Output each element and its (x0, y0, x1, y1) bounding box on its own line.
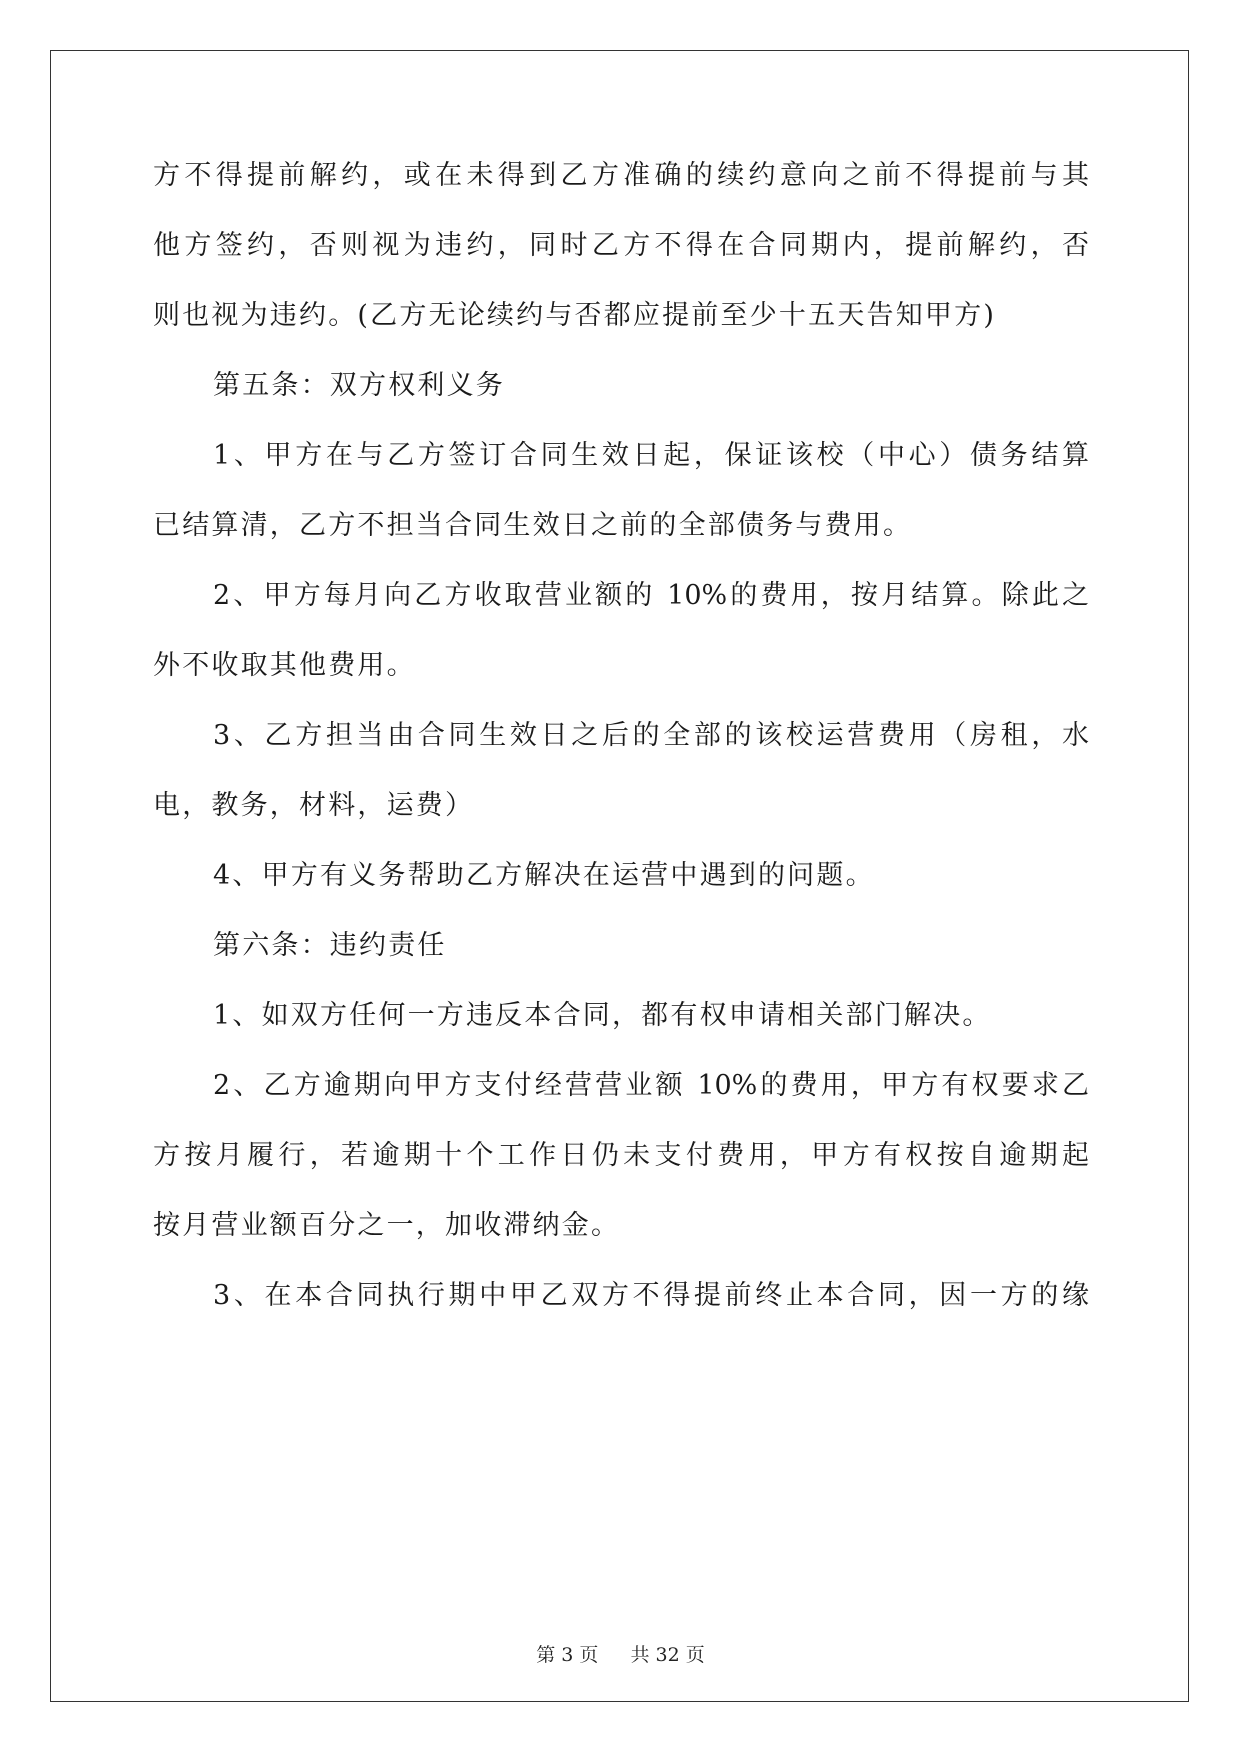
page-number-total: 共 32 页 (630, 1644, 705, 1666)
body-line-3: 则也视为违约。(乙方无论续约与否都应提前至少十五天告知甲方) (153, 300, 997, 331)
body-line-8: 外不收取其他费用。 (153, 650, 416, 681)
body-line-13: 1、如双方任何一方违反本合同，都有权申请相关部门解决。 (213, 1000, 992, 1031)
body-line-17: 3、在本合同执行期中甲乙双方不得提前终止本合同，因一方的缘 (213, 1280, 1089, 1311)
body-line-1: 方不得提前解约，或在未得到乙方准确的续约意向之前不得提前与其 (153, 160, 1089, 191)
body-line-16: 按月营业额百分之一，加收滞纳金。 (153, 1210, 621, 1241)
body-line-2: 他方签约，否则视为违约，同时乙方不得在合同期内，提前解约，否 (153, 230, 1089, 261)
page-number-current: 第 3 页 (536, 1644, 599, 1666)
body-line-11: 4、甲方有义务帮助乙方解决在运营中遇到的问题。 (213, 860, 875, 891)
body-line-9: 3、乙方担当由合同生效日之后的全部的该校运营费用（房租，水 (213, 720, 1089, 751)
page-footer (0, 1642, 1241, 1668)
section-heading-article-5: 第五条：双方权利义务 (213, 370, 505, 401)
body-line-10: 电，教务，材料，运费） (153, 790, 475, 821)
body-line-5: 1、甲方在与乙方签订合同生效日起，保证该校（中心）债务结算 (213, 440, 1089, 471)
body-line-15: 方按月履行，若逾期十个工作日仍未支付费用，甲方有权按自逾期起 (153, 1140, 1089, 1171)
body-line-7: 2、甲方每月向乙方收取营业额的 10%的费用，按月结算。除此之 (213, 580, 1089, 611)
body-line-6: 已结算清，乙方不担当合同生效日之前的全部债务与费用。 (153, 510, 913, 541)
section-heading-article-6: 第六条：违约责任 (213, 930, 447, 961)
body-line-14: 2、乙方逾期向甲方支付经营营业额 10%的费用，甲方有权要求乙 (213, 1070, 1089, 1101)
